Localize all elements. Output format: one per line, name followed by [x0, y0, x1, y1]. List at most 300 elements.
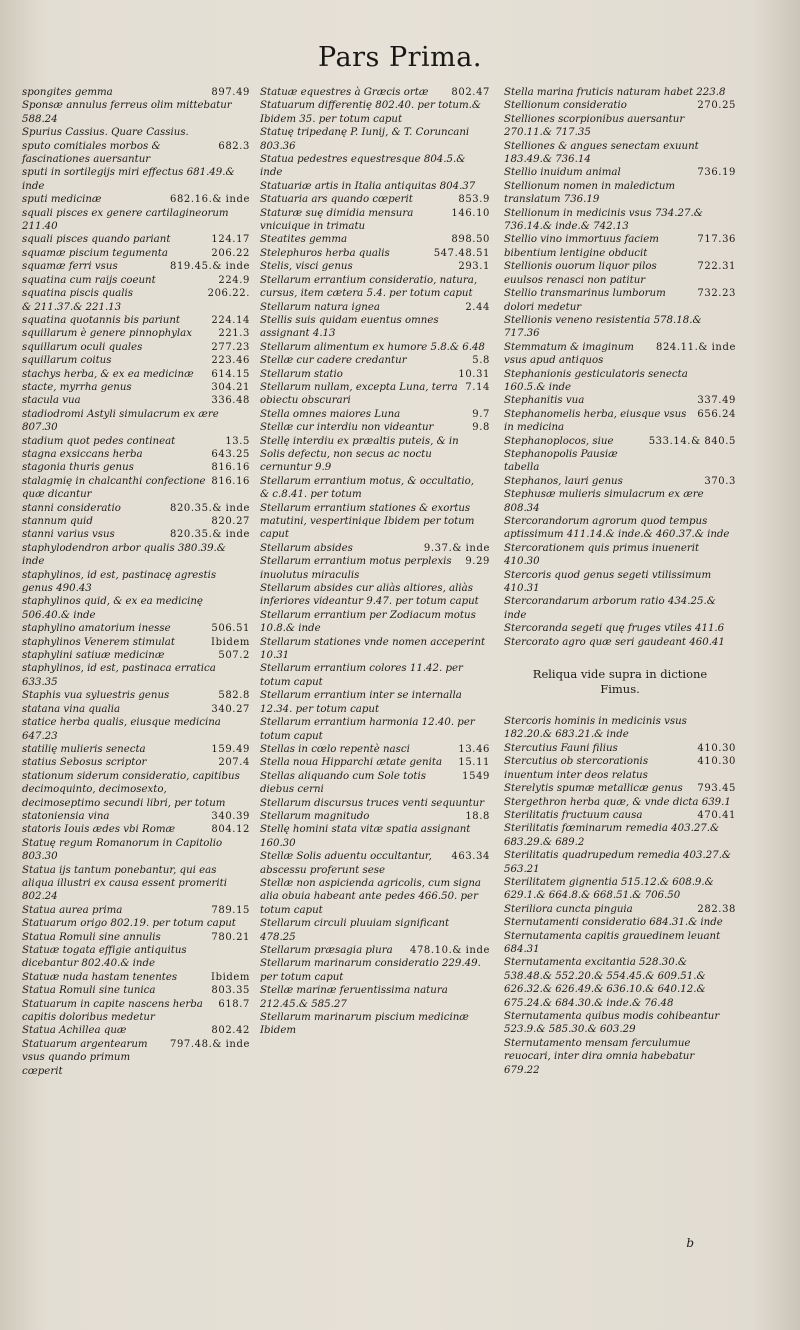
index-entry: [260, 823, 490, 850]
index-entry-term: squatina quotannis bis pariunt: [22, 314, 181, 326]
index-entry-term: stachys herba, & ex ea medicinæ: [22, 368, 194, 380]
index-entry-term: Sterilitatis fructuum causa: [504, 809, 643, 821]
index-column-right-lower: [504, 715, 736, 1077]
index-entry: [22, 274, 250, 287]
index-entry: [260, 274, 490, 301]
index-entry: [22, 408, 250, 435]
index-entry-reference: 277.23: [211, 341, 250, 353]
index-entry: [22, 971, 250, 984]
index-entry: [22, 528, 250, 541]
index-entry: [504, 903, 736, 916]
index-entry: [260, 917, 490, 944]
index-entry-term: staphylinos Venerem stimulat: [22, 636, 175, 648]
index-entry: [22, 770, 250, 810]
index-entry: [260, 475, 490, 502]
index-entry-term: Statuarum in capite nascens herba capitis doloribus medetur: [22, 998, 203, 1024]
index-entry: [260, 153, 490, 180]
index-entry-term: Steatites gemma: [260, 234, 348, 246]
index-entry-reference: 803.35: [211, 985, 250, 997]
index-entry-term: Stellarum errantium motus, & occultatio, & c.8.41. per totum: [260, 475, 474, 501]
index-entry-reference: 732.23: [697, 288, 736, 300]
index-entry: [260, 99, 490, 126]
index-entry-term: Stellæ marinæ feruentissima natura 212.45.& 585.27: [260, 985, 448, 1010]
index-entry: [22, 99, 250, 126]
index-entry-reference: 820.27: [211, 516, 250, 527]
index-entry: [22, 301, 250, 314]
index-entry-term: Stellarum errantium harmonia 12.40. per totum caput: [260, 717, 475, 742]
index-entry: [260, 609, 490, 636]
index-entry: [504, 956, 736, 1010]
index-entry-term: Stella noua Hipparchi ætate genita: [260, 757, 443, 769]
index-entry-term: Stemmatum & imaginum vsus apud antiquos: [504, 341, 634, 367]
index-entry-reference: 159.49: [211, 743, 250, 755]
index-entry-term: staphylodendron arbor qualis 380.39.& inde: [22, 542, 226, 568]
index-entry: [260, 381, 490, 408]
index-entry: [504, 86, 736, 99]
index-entry-reference: 478.10.& inde: [409, 945, 490, 956]
index-entry-reference: 618.7: [218, 998, 250, 1010]
index-entry: [504, 595, 736, 622]
index-entry-reference: 13.46: [458, 743, 490, 755]
index-entry: [22, 381, 250, 394]
index-entry: [22, 569, 250, 596]
index-entry: [22, 622, 250, 635]
index-entry: [504, 166, 736, 179]
index-entry-term: Statuarum differentię 802.40. per totum.& Ibidem 35. per totum caput: [260, 100, 481, 125]
index-entry-term: Stercorationem quis primus inuenerit 410.30: [504, 542, 700, 568]
index-entry: [260, 233, 490, 246]
index-entry-term: stadiodromi Astyli simulacrum ex ære 807.30: [22, 408, 219, 434]
index-entry-term: Stellarum statio: [260, 368, 343, 380]
index-entry-reference: 221.3: [218, 328, 250, 340]
index-entry: [504, 475, 736, 488]
index-entry: [260, 716, 490, 743]
index-entry: [260, 810, 490, 823]
index-entry-term: Spurius Cassius. Quare Cassius.: [22, 127, 189, 139]
index-entry: [22, 703, 250, 716]
index-entry: [260, 877, 490, 917]
index-entry-term: Stellionum nomen in maledictum translatum 736.19: [504, 180, 676, 206]
index-entry: [22, 502, 250, 515]
index-entry-term: Sterelytis spumæ metallicæ genus: [504, 783, 683, 795]
index-entry: [22, 354, 250, 367]
index-entry: [504, 113, 736, 140]
index-entry: [504, 916, 736, 929]
index-entry: [504, 542, 736, 569]
index-entry-term: Statuę regum Romanorum in Capitolio 803.30: [22, 837, 223, 863]
index-entry-reference: 282.38: [697, 903, 736, 915]
index-entry-reference: 643.25: [211, 448, 250, 460]
index-entry-term: Stellarum errantium stationes & exortus matutini, vespertinique Ibidem per totum caput: [260, 502, 475, 541]
index-entry-reference: 820.35.& inde: [169, 502, 250, 514]
index-entry: [22, 743, 250, 756]
index-entry-term: stadium quot pedes contineat: [22, 435, 176, 447]
index-entry: [504, 394, 736, 407]
index-entry: [504, 488, 736, 515]
index-entry: [22, 207, 250, 234]
index-entry-reference: 370.3: [704, 475, 736, 487]
index-entry: [504, 849, 736, 876]
index-entry-term: Statuæ equestres à Græcis ortæ: [260, 87, 429, 98]
index-entry-reference: 5.8: [472, 355, 490, 367]
index-entry-reference: 146.10: [451, 207, 490, 219]
index-entry: [504, 822, 736, 849]
index-entry-term: Stergethron herba quæ, & vnde dicta 639.1: [504, 796, 731, 808]
index-entry-term: squatina cum raijs coeunt: [22, 274, 156, 286]
index-entry: [260, 354, 490, 367]
index-entry-reference: 820.35.& inde: [169, 529, 250, 541]
index-entry-term: staphylinos quid, & ex ea medicinę 506.40.& inde: [22, 596, 203, 621]
index-entry-term: Stercoris hominis in medicinis vsus 182.20.& 683.21.& inde: [504, 716, 687, 741]
index-entry: [22, 864, 250, 904]
index-entry-reference: 410.30: [697, 742, 736, 754]
index-entry-term: Statua Romuli sine tunica: [22, 985, 156, 997]
index-entry-term: squali pisces ex genere cartilagineorum 211.40: [22, 207, 229, 233]
index-entry-term: sputi in sortilegijs miri effectus 681.49.& inde: [22, 167, 235, 192]
index-entry-term: statius Sebosus scriptor: [22, 757, 147, 769]
index-entry: [260, 341, 490, 354]
index-entry-term: Sterilitatis fœminarum remedia 403.27.& 683.29.& 689.2: [504, 823, 720, 848]
index-entry-term: Sterilitatem gignentia 515.12.& 608.9.& 629.1.& 664.8.& 668.51.& 706.50: [504, 876, 714, 902]
index-entry-term: Sternutamenta quibus modis cohibeantur 523.9.& 585.30.& 603.29: [504, 1011, 720, 1036]
index-entry-term: Stellę interdiu ex præaltis puteis, & in Solis defectu, non secus ac noctu cernuntur 9.9: [260, 435, 459, 474]
index-entry-term: Sternutamento mensam ferculumue reuocari, inter dira omnia habebatur 679.22: [504, 1037, 695, 1076]
index-entry-reference: 547.48.51: [433, 247, 490, 259]
index-entry-term: staphylinos, id est, pastinacę agrestis genus 490.43: [22, 569, 217, 595]
index-entry-reference: 682.16.& inde: [169, 194, 250, 206]
index-entry-reference: 206.22: [211, 247, 250, 259]
index-entry-reference: 802.42: [211, 1025, 250, 1037]
index-entry: [260, 743, 490, 756]
index-entry: [22, 917, 250, 930]
index-entry: [22, 837, 250, 864]
index-entry-reference: 816.16: [211, 462, 250, 474]
index-entry-reference: 614.15: [211, 368, 250, 380]
index-entry: [504, 207, 736, 234]
index-entry-term: Stellas in cœlo repentè nasci: [260, 743, 410, 755]
index-entry-term: squamæ ferri vsus: [22, 261, 118, 273]
index-entry-reference: 717.36: [697, 234, 736, 246]
index-entry-term: Stellarum magnitudo: [260, 810, 370, 822]
index-entry-term: Stelliones & angues senectam exuunt 183.49.& 736.14: [504, 140, 699, 166]
index-entry: [504, 435, 736, 475]
index-entry: [504, 515, 736, 542]
index-entry: [260, 368, 490, 381]
index-entry-term: Stellarum errantium colores 11.42. per totum caput: [260, 663, 463, 688]
index-entry-reference: 1549: [462, 770, 490, 782]
index-entry: [504, 1037, 736, 1077]
index-entry-term: Stellarum errantium consideratio, natura, cursus, item cætera 5.4. per totum caput: [260, 274, 478, 300]
index-entry: [22, 475, 250, 502]
index-entry: [260, 984, 490, 1011]
index-entry-term: Stellarum marinarum consideratio 229.49. per totum caput: [260, 958, 481, 983]
index-entry-term: Stellarum præsagia plura: [260, 945, 393, 956]
index-entry-reference: 9.37.& inde: [423, 542, 490, 554]
index-entry-term: Steriliora cuncta pinguia: [504, 903, 633, 915]
index-entry-term: Statuæ nuda hastam tenentes: [22, 971, 178, 983]
index-entry: [22, 327, 250, 340]
index-entry: [22, 542, 250, 569]
index-entry: [504, 287, 736, 314]
index-entry-term: Statua pedestres equestresque 804.5.& inde: [260, 154, 466, 179]
index-entry: [22, 166, 250, 193]
index-entry-term: Stellarum absides cur aliàs altiores, aliàs inferiores videantur 9.47. per totum caput: [260, 583, 479, 608]
index-entry-reference: 736.19: [697, 167, 736, 179]
index-entry: [260, 193, 490, 206]
index-entry-term: statoris Iouis ædes vbi Romæ: [22, 824, 176, 836]
index-entry: [22, 595, 250, 622]
index-entry-term: Stellis suis quidam euentus omnes assignant 4.13: [260, 314, 439, 340]
index-entry: [260, 850, 490, 877]
index-entry-reference: 340.39: [211, 810, 250, 822]
index-entry: [260, 756, 490, 769]
index-entry-reference: 898.50: [451, 234, 490, 246]
index-entry: [504, 622, 736, 635]
index-entry-term: Statuaria ars quando cœperit: [260, 194, 413, 206]
index-entry-term: Statua Romuli sine annulis: [22, 931, 161, 943]
index-entry: [504, 796, 736, 809]
index-entry-reference: 15.11: [458, 757, 490, 769]
index-entry-reference: 293.1: [458, 261, 490, 273]
index-entry: [22, 1024, 250, 1037]
index-entry-reference: 207.4: [218, 757, 250, 769]
index-entry-term: Sternutamenta capitis grauedinem leuant 684.31: [504, 930, 721, 955]
index-entry: [504, 140, 736, 167]
index-entry-term: squamæ piscium tegumenta: [22, 247, 168, 259]
index-entry: [504, 636, 736, 649]
index-entry-term: stagonia thuris genus: [22, 462, 134, 474]
index-entry: [504, 99, 736, 112]
index-entry-term: statana vina qualia: [22, 703, 121, 715]
index-entry: [260, 86, 490, 99]
index-entry-reference: 797.48.& inde: [169, 1038, 250, 1050]
index-entry: [260, 180, 490, 193]
index-entry: [260, 247, 490, 260]
index-entry-reference: 507.2: [218, 650, 250, 662]
index-entry: [504, 742, 736, 755]
index-entry-term: Stephanitis vua: [504, 395, 585, 407]
index-entry-reference: 410.30: [697, 756, 736, 768]
index-entry-reference: 802.47: [451, 87, 490, 98]
index-entry-reference: 506.51: [211, 623, 250, 635]
index-entry-reference: 897.49: [211, 87, 250, 98]
index-entry-term: Stephanomelis herba, eiusque vsus in medicina: [504, 408, 687, 434]
index-entry-term: Stellionum in medicinis vsus 734.27.& 736.14.& inde.& 742.13: [504, 207, 703, 233]
index-entry-term: squillarum è genere pinnophylax: [22, 328, 192, 340]
index-entry: [504, 876, 736, 903]
index-entry-term: Statuariæ artis in Italia antiquitas 804.37: [260, 180, 476, 192]
index-entry: [504, 180, 736, 207]
index-entry: [260, 662, 490, 689]
index-entry-term: Stellarum natura ignea: [260, 301, 380, 313]
index-entry-term: Stellarum circuli pluuiam significant 478.25: [260, 918, 450, 943]
index-entry: [22, 636, 250, 649]
index-entry: [260, 957, 490, 984]
index-entry-term: Stellarum nullam, excepta Luna, terra obiectu obscurari: [260, 381, 458, 407]
index-entry-term: Statua Achillea quæ: [22, 1025, 127, 1037]
index-entry: [22, 649, 250, 662]
index-entry-term: squali pisces quando pariant: [22, 234, 171, 246]
index-entry: [22, 435, 250, 448]
index-entry: [22, 368, 250, 381]
index-entry-term: & 211.37.& 221.13: [22, 301, 122, 313]
cross-reference-note: Reliqua vide supra in dictione Fimus.: [532, 667, 708, 697]
index-entry-term: statice herba qualis, eiusque medicina 647.23: [22, 717, 221, 742]
index-entry-term: squillarum coitus: [22, 355, 112, 367]
index-entry-term: Sponsæ annulus ferreus olim mittebatur 588.24: [22, 100, 232, 125]
index-entry: [504, 314, 736, 341]
index-entry: [260, 636, 490, 663]
index-entry-term: Stellæ cur interdiu non videantur: [260, 422, 434, 434]
index-entry-term: stanni consideratio: [22, 502, 121, 514]
index-entry: [504, 809, 736, 822]
index-entry: [22, 689, 250, 702]
index-entry-reference: 340.27: [211, 703, 250, 715]
index-entry: [22, 716, 250, 743]
index-entry-term: spongites gemma: [22, 87, 113, 98]
index-entry-term: Sternutamenta excitantia 528.30.& 538.48.& 552.20.& 554.45.& 609.51.& 626.32.& 626.49.& 636.10.& 640.12.& 675.24.& 684.30.& inde.& 76.48: [504, 957, 706, 1009]
index-entry-term: Stellarum marinarum piscium medicinæ Ibidem: [260, 1012, 469, 1037]
index-entry-term: Statuarum argentearum vsus quando primum cœperit: [22, 1038, 148, 1077]
index-entry-term: Stelephuros herba qualis: [260, 247, 390, 259]
index-entry-term: Statuę tripedanę P. Iunij, & T. Coruncani 803.36: [260, 127, 470, 152]
index-entry-term: Stercorandarum arborum ratio 434.25.& inde: [504, 596, 716, 621]
index-entry-term: Stercorandorum agrorum quod tempus aptissimum 411.14.& inde.& 460.37.& inde: [504, 516, 730, 541]
index-entry-reference: Ibidem: [211, 636, 250, 648]
index-entry-reference: 533.14.& 840.5: [648, 435, 736, 447]
index-entry-term: sputo comitiales morbos & fascinationes auersantur: [22, 140, 161, 166]
index-entry: [22, 662, 250, 689]
index-entry-term: Stellarum absides: [260, 542, 353, 554]
index-entry-reference: 824.11.& inde: [655, 341, 736, 353]
index-entry: [260, 260, 490, 273]
index-entry-term: stationum siderum consideratio, capitibus decimoquinto, decimosexto, decimoseptimo secundi libri, per totum: [22, 770, 240, 809]
index-entry-term: Sterilitatis quadrupedum remedia 403.27.& 563.21: [504, 850, 732, 875]
index-entry: [22, 931, 250, 944]
index-entry-reference: 18.8: [465, 810, 490, 822]
index-entry-reference: 224.9: [218, 274, 250, 286]
index-entry: [22, 756, 250, 769]
index-entry: [260, 408, 490, 421]
index-entry-term: Stercutius ob stercorationis inuentum inter deos relatus: [504, 756, 649, 781]
index-entry-reference: 224.14: [211, 314, 250, 326]
index-entry-reference: 10.31: [458, 368, 490, 380]
index-entry-term: stacte, myrrha genus: [22, 381, 132, 393]
index-entry-term: Statua ijs tantum ponebantur, qui eas aliqua illustri ex causa essent promeriti 802.24: [22, 864, 228, 903]
index-entry-term: Statuæ togata effigie antiquitus dicebantur 802.40.& inde: [22, 945, 187, 970]
index-entry-reference: 819.45.& inde: [169, 261, 250, 273]
index-entry-reference: 470.41: [697, 809, 736, 821]
index-entry-term: Stephanoplocos, siue Stephanopolis Pausiæ tabella: [504, 435, 618, 474]
index-entry-term: Stellarum stationes vnde nomen acceperint 10.31: [260, 636, 486, 662]
index-entry: [22, 515, 250, 528]
index-entry: [22, 260, 250, 273]
index-entry-term: staphylino amatorium inesse: [22, 623, 171, 635]
index-entry: [260, 1011, 490, 1038]
index-entry: [504, 930, 736, 957]
index-entry: [22, 140, 250, 167]
index-entry-term: Stephusæ mulieris simulacrum ex ære 808.34: [504, 489, 704, 514]
index-entry-term: Stephanos, lauri genus: [504, 475, 623, 487]
index-entry-reference: 223.46: [211, 355, 250, 367]
index-entry: [22, 126, 250, 139]
index-entry-reference: 682.3: [218, 140, 250, 152]
index-entry-term: Stelliones scorpionibus auersantur 270.11.& 717.35: [504, 113, 685, 139]
index-entry-reference: 7.14: [465, 381, 490, 393]
index-entry-term: Stellio vino immortuus faciem bibentium lentigine obducit: [504, 234, 659, 259]
index-entry: [504, 408, 736, 435]
index-column-middle: [260, 86, 490, 1038]
index-entry-reference: 9.29: [465, 556, 490, 568]
index-entry-term: Staphis vua syluestris genus: [22, 690, 170, 702]
index-entry-term: Staturæ suę dimidia mensura vnicuique in trimatu: [260, 207, 414, 233]
index-entry-reference: 124.17: [211, 234, 250, 246]
index-entry-reference: Ibidem: [211, 971, 250, 983]
index-entry-reference: 9.8: [472, 422, 490, 434]
index-entry-term: sputi medicinæ: [22, 194, 102, 206]
index-entry-reference: 816.16: [211, 475, 250, 487]
index-entry-term: Stella marina fruticis naturam habet 223.8: [504, 87, 726, 98]
index-entry-reference: 13.5: [225, 435, 250, 447]
index-entry-term: Stercoranda segeti quę fruges vtiles 411.6: [504, 623, 725, 635]
index-entry-term: Stephanionis gesticulatoris senecta 160.5.& inde: [504, 368, 688, 393]
index-entry: [260, 770, 490, 797]
index-entry-reference: 853.9: [458, 194, 490, 206]
index-entry: [504, 569, 736, 596]
index-entry: [260, 689, 490, 716]
index-entry-term: Stellionis veneno resistentia 578.18.& 717.36: [504, 314, 702, 340]
index-entry: [22, 448, 250, 461]
index-entry: [504, 260, 736, 287]
index-entry-reference: 270.25: [697, 100, 736, 112]
index-entry: [22, 810, 250, 823]
index-entry-reference: 9.7: [472, 408, 490, 420]
index-entry-reference: 336.48: [211, 395, 250, 407]
signature-mark: b: [686, 1236, 694, 1250]
index-entry-term: squillarum oculi quales: [22, 341, 143, 353]
index-entry-term: Statuarum origo 802.19. per totum caput: [22, 918, 236, 930]
index-entry: [22, 247, 250, 260]
index-entry: [260, 797, 490, 810]
index-entry-term: Stercoris quod genus segeti vtilissimum 410.31: [504, 569, 712, 595]
index-entry-term: Stercorato agro quæ seri gaudeant 460.41: [504, 636, 725, 648]
index-entry-term: Stellionum consideratio: [504, 100, 627, 112]
index-entry: [22, 1038, 250, 1078]
index-column-right: [504, 86, 736, 1077]
index-entry: [22, 823, 250, 836]
index-entry: [22, 984, 250, 997]
index-entry-term: Stellarum errantium inter se internalla 12.34. per totum caput: [260, 690, 462, 715]
index-entry-term: statilię mulieris senecta: [22, 743, 146, 755]
index-entry: [22, 394, 250, 407]
index-entry-term: Stellarum alimentum ex humore 5.8.& 6.48: [260, 341, 485, 353]
index-entry-reference: 463.34: [451, 851, 490, 863]
index-entry-term: Stellas aliquando cum Sole totis diebus cerni: [260, 770, 426, 796]
index-entry-term: Stellæ non aspicienda agricolis, cum signa alia obuia habeant ante pedes 466.50. per totum caput: [260, 877, 481, 916]
index-entry: [22, 341, 250, 354]
index-entry-reference: 793.45: [697, 783, 736, 795]
index-entry: [22, 944, 250, 971]
index-entry-term: Sternutamenti consideratio 684.31.& inde: [504, 917, 723, 929]
index-entry: [22, 233, 250, 246]
index-entry-term: Stella omnes maiores Luna: [260, 408, 401, 420]
index-entry-term: stannum quid: [22, 516, 93, 527]
index-entry-term: staphylini satiuæ medicinæ: [22, 650, 165, 662]
index-entry: [504, 782, 736, 795]
index-entry: [260, 555, 490, 582]
index-entry-term: Stellarum discursus truces venti sequuntur: [260, 797, 485, 809]
index-entry-term: stagna exsiccans herba: [22, 448, 143, 460]
